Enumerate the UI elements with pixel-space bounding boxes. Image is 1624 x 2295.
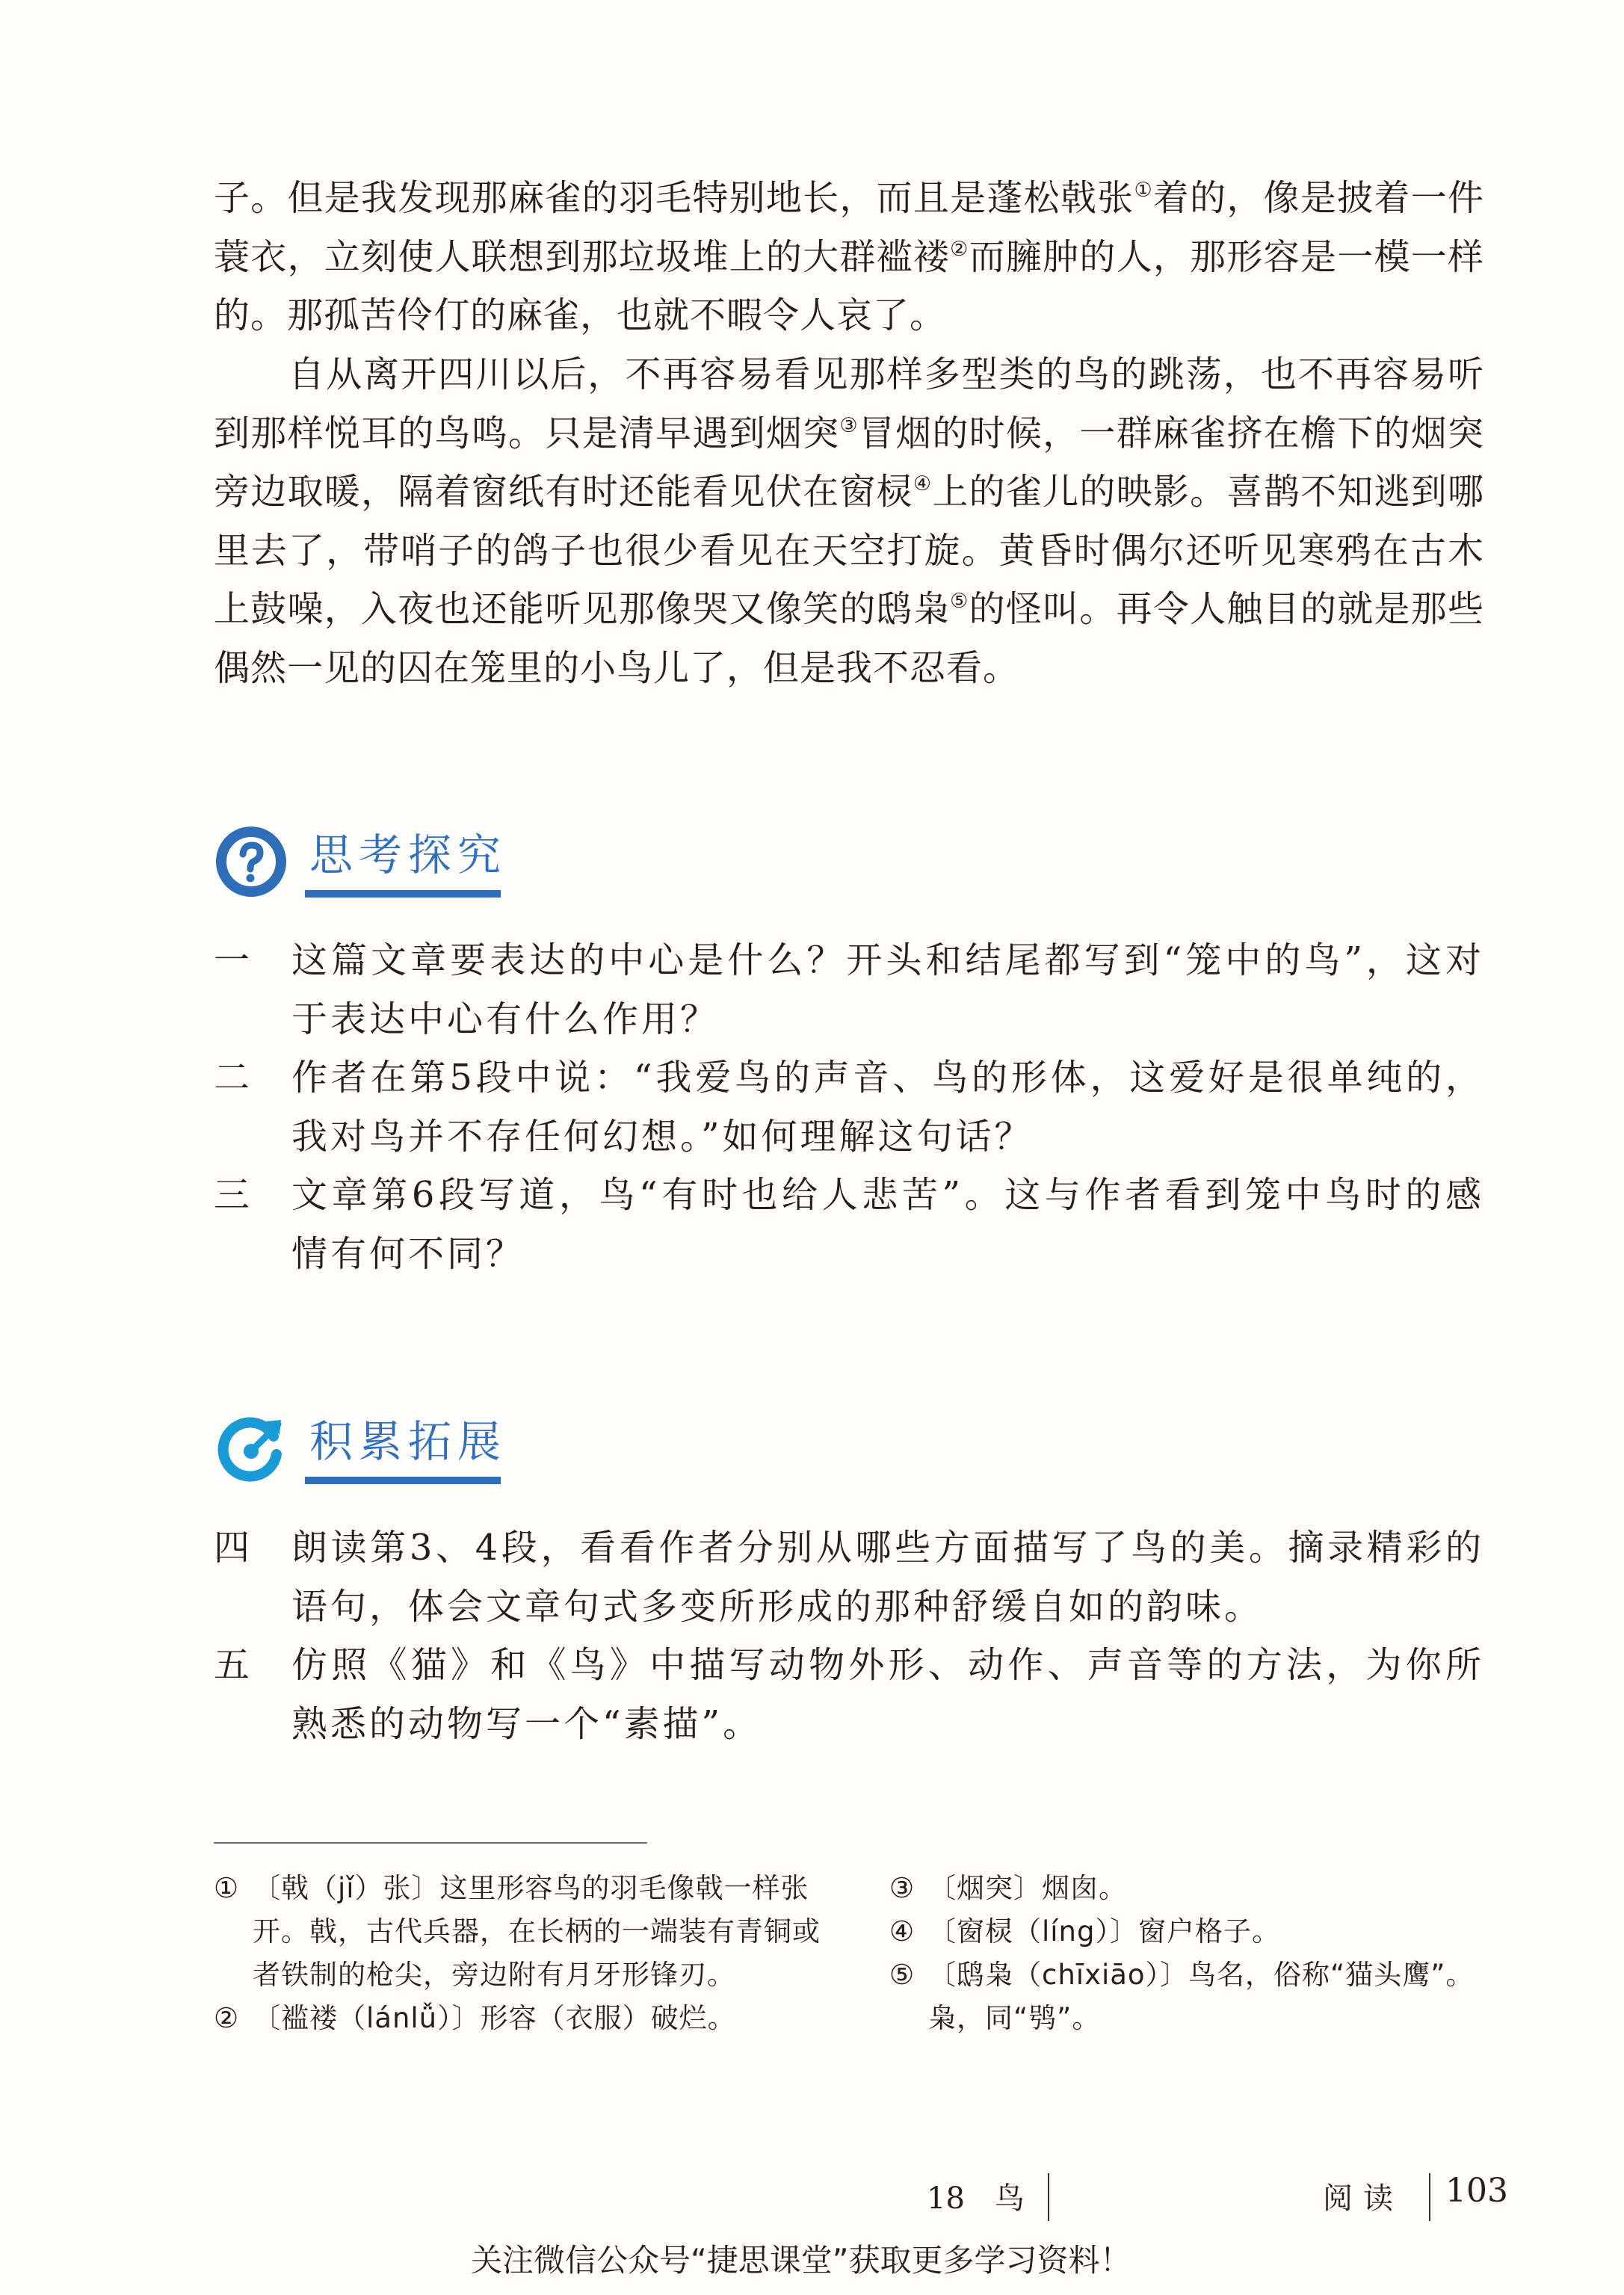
question-text: 朗读第3、4段，看看作者分别从哪些方面描写了鸟的美。摘录精彩的语句，体会文章句式多变所形成的那种舒缓自如的韵味。	[291, 1527, 1484, 1628]
question-text: 文章第6段写道，鸟“有时也给人悲苦”。这与作者看到笼中鸟时的感情有何不同？	[291, 1174, 1484, 1275]
footnote-divider	[214, 1842, 647, 1844]
section-underline	[305, 1477, 501, 1484]
section-title-accumulate: 积累拓展	[309, 1416, 507, 1467]
question-number: 四	[214, 1527, 253, 1569]
footnote-number: ③	[889, 1872, 916, 1904]
footnote-item	[889, 1953, 1495, 2040]
body-paragraph-1	[214, 169, 1484, 345]
footer-divider	[1048, 2173, 1049, 2221]
promo-text: 关注微信公众号“捷思课堂”获取更多学习资料！	[471, 2242, 1131, 2279]
circular-arrow-icon	[214, 1411, 288, 1486]
question-text: 作者在第5段中说：“我爱鸟的声音、鸟的形体，这爱好是很单纯的，我对鸟并不存任何幻想。”如何理解这句话？	[291, 1057, 1484, 1158]
paragraph-text: 着的，像是披着一件蓑衣，立刻使人联想到那垃圾堆上的大群褴褛	[214, 177, 1484, 278]
question-number: 一	[214, 939, 253, 981]
footnote-number: ⑤	[889, 1959, 916, 1991]
footnote-text: 〔窗棂（líng）〕窗户格子。	[928, 1915, 1280, 1947]
footnote-text: 〔鸱枭（chīxiāo）〕鸟名，俗称“猫头鹰”。枭，同“鸮”。	[928, 1959, 1475, 2034]
paragraph-text: 的怪叫。再令人触目的就是那些偶然一见的囚在笼里的小鸟儿了，但是我不忍看。	[214, 588, 1484, 689]
unit-label: 阅读	[1323, 2181, 1404, 2216]
footnote-item	[889, 1910, 1495, 1953]
question-number: 二	[214, 1057, 253, 1099]
footnote-marker: ③	[839, 413, 859, 437]
footnote-text: 〔褴褛（lánlǚ）〕形容（衣服）破烂。	[253, 2002, 736, 2034]
footnote-marker: ②	[950, 237, 969, 261]
footnote-number: ④	[889, 1915, 916, 1947]
page-number: 103	[1445, 2172, 1508, 2210]
paragraph-text: 自从离开四川以后，不再容易看见那样多型类的鸟的跳荡，也不再容易听到那样悦耳的鸟鸣。只是清早遇到烟突	[214, 353, 1484, 454]
paragraph-text: 上的雀儿的映影。喜鹊不知逃到哪里去了，带哨子的鸽子也很少看见在天空打旋。黄昏时偶尔还听见寒鸦在古木上鼓噪，入夜也还能听见那像哭又像笑的鸱枭	[214, 471, 1484, 630]
footnote-item	[889, 1867, 1495, 1910]
question-text: 这篇文章要表达的中心是什么？开头和结尾都写到“笼中的鸟”，这对于表达中心有什么作用？	[291, 939, 1484, 1040]
question-item	[214, 1048, 1484, 1166]
paragraph-text: 而臃肿的人，那形容是一模一样的。那孤苦伶仃的麻雀，也就不暇令人哀了。	[214, 235, 1484, 336]
footer-divider	[1429, 2173, 1430, 2221]
question-item	[214, 1519, 1484, 1636]
question-item	[214, 1636, 1484, 1753]
footnote-marker: ④	[913, 472, 933, 495]
paragraph-text: 冒烟的时候，一群麻雀挤在檐下的烟突旁边取暖，隔着窗纸有时还能看见伏在窗棂	[214, 412, 1484, 513]
footnote-item	[214, 1867, 834, 1997]
footnote-text: 〔戟（jǐ）张〕这里形容鸟的羽毛像戟一样张开。戟，古代兵器，在长柄的一端装有青铜或者铁制的枪尖，旁边附有月牙形锋刃。	[253, 1872, 821, 1991]
question-mark-icon	[214, 824, 288, 899]
question-item	[214, 1166, 1484, 1283]
question-number: 三	[214, 1174, 253, 1216]
question-number: 五	[214, 1644, 253, 1686]
body-paragraph-2	[214, 345, 1484, 697]
question-text: 仿照《猫》和《鸟》中描写动物外形、动作、声音等的方法，为你所熟悉的动物写一个“素描”。	[291, 1644, 1484, 1745]
footnote-number: ①	[214, 1872, 240, 1904]
question-item	[214, 931, 1484, 1048]
section-underline	[305, 890, 501, 898]
lesson-label: 18 鸟	[927, 2181, 1025, 2216]
footnote-item	[214, 1997, 834, 2040]
footnote-text: 〔烟突〕烟囱。	[928, 1872, 1127, 1904]
paragraph-text: 子。但是我发现那麻雀的羽毛特别地长，而且是蓬松戟张	[214, 177, 1134, 219]
footnote-number: ②	[214, 2002, 240, 2034]
footnote-marker: ①	[1134, 179, 1153, 202]
section-title-thinking: 思考探究	[309, 830, 507, 880]
footnote-marker: ⑤	[950, 590, 969, 613]
